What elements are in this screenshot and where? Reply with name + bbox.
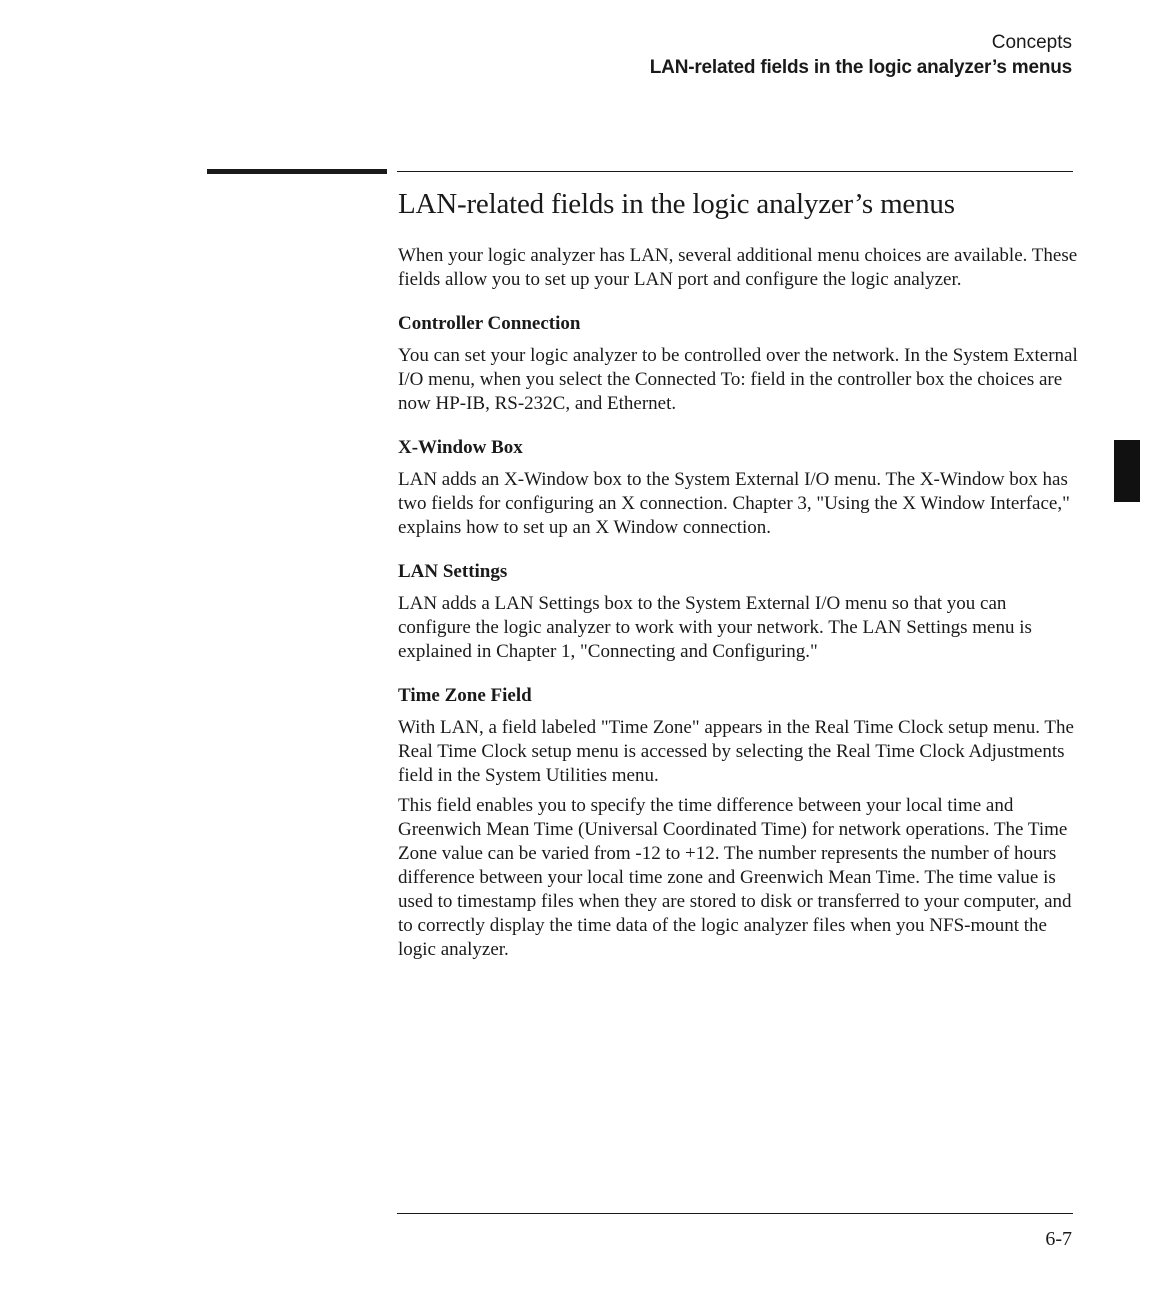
time-zone-paragraph-2: This field enables you to specify the time difference between your local time and Greenwich Mean Time (Universal Coordinated Time) for network operations. The Time Zone value can be varied from -12 to +12. The number represents the number of hours difference between your local time zone and Greenwich Mean Time. The time value is used to timestamp files when they are stored to disk or transferred to your computer, and to correctly display the time data of the logic analyzer files when you NFS-mount the logic analyzer. — [398, 795, 1072, 960]
chapter-thumb-tab — [1114, 440, 1140, 502]
running-header-section: LAN-related fields in the logic analyzer’s menus — [649, 57, 1072, 78]
heading-controller-connection: Controller Connection — [398, 313, 581, 334]
time-zone-paragraph-1: With LAN, a field labeled "Time Zone" appears in the Real Time Clock setup menu. The Real Time Clock setup menu is accessed by selecting the Real Time Clock Adjustments field in the System Utilities menu. — [398, 717, 1074, 786]
running-header — [650, 30, 1072, 80]
footer-rule — [397, 1213, 1073, 1214]
heading-x-window-box: X-Window Box — [398, 437, 523, 458]
heading-lan-settings: LAN Settings — [398, 561, 508, 582]
x-window-box-paragraph: LAN adds an X-Window box to the System External I/O menu. The X-Window box has two fields for configuring an X connection. Chapter 3, "Using the X Window Interface," explains how to set up an X Window connection. — [398, 469, 1070, 538]
controller-connection-paragraph: You can set your logic analyzer to be controlled over the network. In the System External I/O menu, when you select the Connected To: field in the controller box the choices are now HP-IB, RS-232C, and Ethernet. — [398, 345, 1078, 414]
main-content — [398, 186, 1078, 982]
page-number: 6-7 — [1045, 1228, 1072, 1250]
section-rule-thick — [207, 169, 387, 174]
heading-time-zone-field: Time Zone Field — [398, 685, 532, 706]
section-rule-thin — [397, 171, 1073, 172]
lan-settings-paragraph: LAN adds a LAN Settings box to the System External I/O menu so that you can configure the logic analyzer to work with your network. The LAN Settings menu is explained in Chapter 1, "Connecting and Configuring." — [398, 593, 1032, 662]
page-title: LAN-related fields in the logic analyzer’s menus — [398, 188, 955, 220]
intro-paragraph: When your logic analyzer has LAN, several additional menu choices are available. These fields allow you to set up your LAN port and configure the logic analyzer. — [398, 245, 1078, 290]
running-header-chapter: Concepts — [991, 32, 1072, 53]
